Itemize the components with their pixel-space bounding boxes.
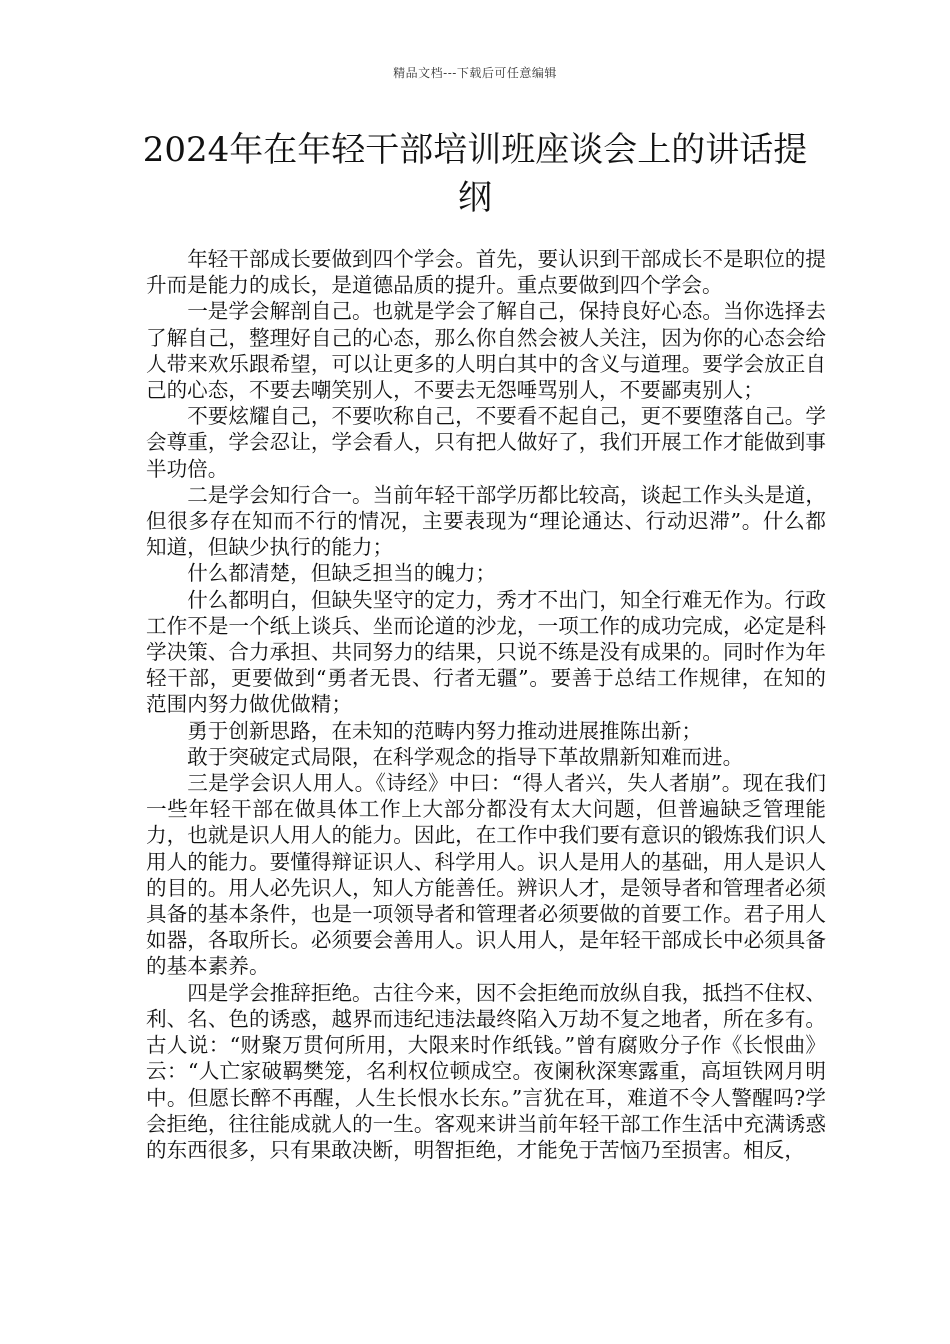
header-note: 精品文档---下载后可任意编辑 [393,66,557,80]
paragraph-10: 四是学会推辞拒绝。古往今来，因不会拒绝而放纵自我，抵挡不住权、利、名、色的诱惑，越界而违纪违法最终陷入万劫不复之地者，所在多有。古人说：“财聚万贯何所用，大限来时作纸钱。”曾有腐败分子作《长恨曲》云：“人亡家破羁樊笼，名利权位顿成空。夜阑秋深寒露重，高垣铁网月明中。但愿长醉不再醒，人生长恨水长东。”言犹在耳，难道不令人警醒吗?学会拒绝，往往能成就人的一生。客观来讲当前年轻干部工作生活中充满诱惑的东西很多，只有果敢决断，明智拒绝，才能免于苦恼乃至损害。相反， [146,980,827,1162]
paragraph-6: 什么都明白，但缺失坚守的定力，秀才不出门，知全行难无作为。行政工作不是一个纸上谈兵、坐而论道的沙龙，一项工作的成功完成，必定是科学决策、合力承担、共同努力的结果，只说不练是没有成果的。同时作为年轻干部，更要做到“勇者无畏、行者无疆”。要善于总结工作规律，在知的范围内努力做优做精； [146,587,826,717]
document-body [146,246,826,1163]
paragraph-2: 一是学会解剖自己。也就是学会了解自己，保持良好心态。当你选择去了解自己，整理好自己的心态，那么你自然会被人关注，因为你的心态会给人带来欢乐跟希望，可以让更多的人明白其中的含义与道理。要学会放正自己的心态，不要去嘲笑别人，不要去无怨唾骂别人，不要鄙夷别人； [146,299,826,403]
paragraph-1: 年轻干部成长要做到四个学会。首先，要认识到干部成长不是职位的提升而是能力的成长，是道德品质的提升。重点要做到四个学会。 [146,247,826,298]
paragraph-8: 敢于突破定式局限，在科学观念的指导下革故鼎新知难而进。 [187,744,744,769]
paragraph-9: 三是学会识人用人。《诗经》中曰：“得人者兴，失人者崩”。现在我们一些年轻干部在做具体工作上大部分都没有太大问题，但普遍缺乏管理能力，也就是识人用人的能力。因此，在工作中我们要有意识的锻炼我们识人用人的能力。要懂得辩证识人、科学用人。识人是用人的基础，用人是识人的目的。用人必先识人，知人方能善任。辨识人才，是领导者和管理者必须具备的基本条件，也是一项领导者和管理者必须要做的首要工作。君子用人如器，各取所长。必须要会善用人。识人用人，是年轻干部成长中必须具备的基本素养。 [146,771,826,979]
paragraph-4: 二是学会知行合一。当前年轻干部学历都比较高，谈起工作头头是道，但很多存在知而不行的情况，主要表现为“理论通达、行动迟滞”。什么都知道，但缺少执行的能力； [146,482,826,560]
document-title: 2024年在年轻干部培训班座谈会上的讲话提纲 [142,130,808,218]
paragraph-5: 什么都清楚，但缺乏担当的魄力； [187,561,497,586]
paragraph-3: 不要炫耀自己，不要吹称自己，不要看不起自己，更不要堕落自己。学会尊重，学会忍让，学会看人，只有把人做好了，我们开展工作才能做到事半功倍。 [146,404,826,481]
paragraph-7: 勇于创新思路，在未知的范畴内努力推动进展推陈出新； [187,718,703,743]
